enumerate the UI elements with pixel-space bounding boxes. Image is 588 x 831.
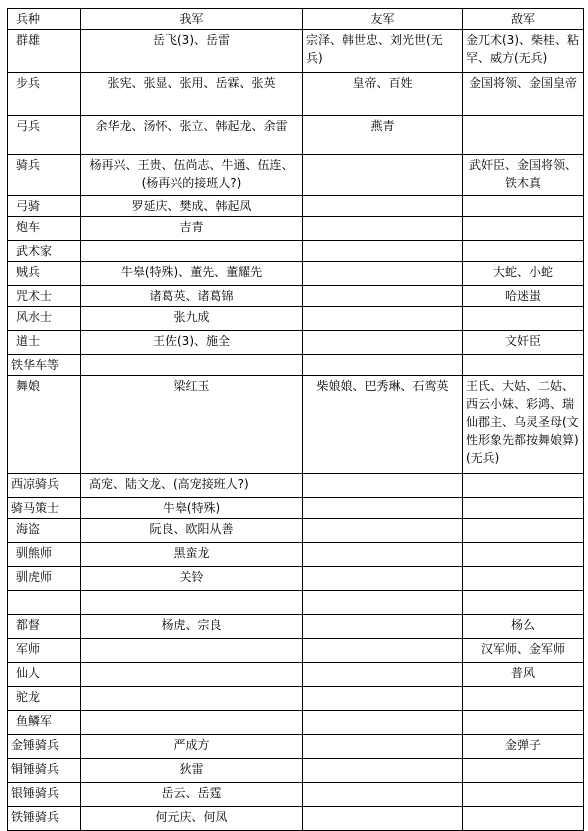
enemy-cell [463, 567, 584, 591]
unit-type-cell: 骑马策士 [8, 498, 81, 519]
enemy-cell [463, 196, 584, 217]
enemy-cell: 大蛇、小蛇 [463, 262, 584, 286]
friend-cell [303, 639, 463, 663]
friend-cell [303, 331, 463, 355]
mine-cell: 牛皋(特殊)、董先、董耀先 [81, 262, 303, 286]
mine-cell: 岳飞(3)、岳雷 [81, 30, 303, 73]
mine-cell: 狄雷 [81, 759, 303, 783]
friend-cell [303, 498, 463, 519]
enemy-cell [463, 355, 584, 376]
mine-cell: 阮良、欧阳从善 [81, 519, 303, 543]
mine-cell: 黑蛮龙 [81, 543, 303, 567]
unit-type-cell: 驯熊师 [8, 543, 81, 567]
enemy-cell: 武奸臣、金国将领、铁木真 [463, 155, 584, 196]
friend-cell: 皇帝、百姓 [303, 73, 463, 116]
table-row [8, 567, 584, 591]
mine-cell [81, 241, 303, 262]
unit-type-cell: 铁锤骑兵 [8, 807, 81, 831]
header-row [8, 9, 584, 30]
table-row [8, 331, 584, 355]
mine-cell: 关铃 [81, 567, 303, 591]
table-row [8, 307, 584, 331]
table-row [8, 286, 584, 307]
table-row [8, 474, 584, 498]
enemy-cell [463, 783, 584, 807]
unit-type-cell: 炮车 [8, 217, 81, 241]
unit-type-cell: 群雄 [8, 30, 81, 73]
enemy-cell [463, 307, 584, 331]
mine-cell [81, 355, 303, 376]
friend-cell [303, 759, 463, 783]
mine-cell [81, 591, 303, 615]
mine-cell [81, 663, 303, 687]
table-row [8, 759, 584, 783]
friend-cell [303, 262, 463, 286]
friend-cell [303, 567, 463, 591]
enemy-cell [463, 591, 584, 615]
unit-type-cell: 军师 [8, 639, 81, 663]
header-enemy: 敌军 [463, 9, 584, 30]
mine-cell: 牛皋(特殊) [81, 498, 303, 519]
friend-cell [303, 519, 463, 543]
mine-cell: 王佐(3)、施全 [81, 331, 303, 355]
friend-cell [303, 241, 463, 262]
enemy-cell [463, 711, 584, 735]
unit-type-cell: 弓骑 [8, 196, 81, 217]
unit-type-cell: 铜锤骑兵 [8, 759, 81, 783]
unit-type-cell: 步兵 [8, 73, 81, 116]
table-row [8, 217, 584, 241]
enemy-cell [463, 519, 584, 543]
enemy-cell: 普风 [463, 663, 584, 687]
table-row [8, 687, 584, 711]
friend-cell [303, 155, 463, 196]
friend-cell [303, 474, 463, 498]
mine-cell [81, 639, 303, 663]
table-row [8, 155, 584, 196]
mine-cell [81, 711, 303, 735]
unit-type-cell: 银锤骑兵 [8, 783, 81, 807]
unit-type-cell [8, 591, 81, 615]
enemy-cell: 金兀术(3)、柴桂、粘罕、威方(无兵) [463, 30, 584, 73]
friend-cell [303, 196, 463, 217]
mine-cell: 余华龙、汤怀、张立、韩起龙、余雷 [81, 116, 303, 155]
table-row [8, 498, 584, 519]
unit-type-cell: 铁华车等 [8, 355, 81, 376]
table-row [8, 519, 584, 543]
unit-type-cell: 金锤骑兵 [8, 735, 81, 759]
friend-cell [303, 711, 463, 735]
unit-type-cell: 咒术士 [8, 286, 81, 307]
enemy-cell [463, 807, 584, 831]
enemy-cell: 文奸臣 [463, 331, 584, 355]
mine-cell: 何元庆、何凤 [81, 807, 303, 831]
mine-cell: 张宪、张显、张用、岳霖、张英 [81, 73, 303, 116]
friend-cell [303, 735, 463, 759]
header-mine: 我军 [81, 9, 303, 30]
friend-cell [303, 307, 463, 331]
friend-cell: 宗泽、韩世忠、刘光世(无兵) [303, 30, 463, 73]
mine-cell: 严成方 [81, 735, 303, 759]
enemy-cell: 金弹子 [463, 735, 584, 759]
table-row [8, 241, 584, 262]
friend-cell [303, 591, 463, 615]
friend-cell: 燕青 [303, 116, 463, 155]
mine-cell [81, 687, 303, 711]
unit-type-cell: 风水士 [8, 307, 81, 331]
enemy-cell [463, 474, 584, 498]
unit-type-cell: 弓兵 [8, 116, 81, 155]
unit-type-cell: 西凉骑兵 [8, 474, 81, 498]
unit-type-cell: 驯虎师 [8, 567, 81, 591]
enemy-cell [463, 543, 584, 567]
table-row [8, 116, 584, 155]
table-row [8, 543, 584, 567]
mine-cell: 梁红玉 [81, 376, 303, 474]
unit-type-cell: 舞娘 [8, 376, 81, 474]
table-row [8, 73, 584, 116]
friend-cell [303, 355, 463, 376]
unit-type-cell: 贼兵 [8, 262, 81, 286]
unit-type-cell: 武术家 [8, 241, 81, 262]
friend-cell [303, 783, 463, 807]
enemy-cell [463, 217, 584, 241]
table-row [8, 591, 584, 615]
table-row [8, 355, 584, 376]
table-row [8, 783, 584, 807]
friend-cell [303, 687, 463, 711]
friend-cell [303, 217, 463, 241]
enemy-cell: 王氏、大姑、二姑、西云小妹、彩鸿、瑞仙郡主、乌灵圣母(文性形象先都按舞娘算)(无兵) [463, 376, 584, 474]
unit-type-cell: 驼龙 [8, 687, 81, 711]
friend-cell [303, 286, 463, 307]
mine-cell: 吉青 [81, 217, 303, 241]
mine-cell: 张九成 [81, 307, 303, 331]
header-type: 兵种 [8, 9, 81, 30]
enemy-cell: 哈迷蚩 [463, 286, 584, 307]
enemy-cell: 汉军师、金军师 [463, 639, 584, 663]
header-friend: 友军 [303, 9, 463, 30]
unit-type-cell: 道士 [8, 331, 81, 355]
enemy-cell: 金国将领、金国皇帝 [463, 73, 584, 116]
table-row [8, 262, 584, 286]
table-row [8, 615, 584, 639]
mine-cell: 罗延庆、樊成、韩起凤 [81, 196, 303, 217]
table-row [8, 30, 584, 73]
friend-cell [303, 615, 463, 639]
enemy-cell: 杨么 [463, 615, 584, 639]
mine-cell: 诸葛英、诸葛锦 [81, 286, 303, 307]
table-row [8, 639, 584, 663]
table-row [8, 807, 584, 831]
friend-cell [303, 807, 463, 831]
mine-cell: 杨虎、宗良 [81, 615, 303, 639]
mine-cell: 高宠、陆文龙、(高宠接班人?) [81, 474, 303, 498]
enemy-cell [463, 687, 584, 711]
enemy-cell [463, 241, 584, 262]
table-row [8, 711, 584, 735]
unit-type-cell: 仙人 [8, 663, 81, 687]
unit-roster-table [7, 8, 584, 831]
unit-type-cell: 都督 [8, 615, 81, 639]
table-row [8, 196, 584, 217]
unit-type-cell: 海盗 [8, 519, 81, 543]
table-row [8, 376, 584, 474]
mine-cell: 岳云、岳霆 [81, 783, 303, 807]
enemy-cell [463, 759, 584, 783]
mine-cell: 杨再兴、王贵、伍尚志、牛通、伍连、(杨再兴的接班人?) [81, 155, 303, 196]
unit-roster-sheet [7, 8, 583, 831]
unit-type-cell: 骑兵 [8, 155, 81, 196]
enemy-cell [463, 498, 584, 519]
table-row [8, 663, 584, 687]
friend-cell [303, 543, 463, 567]
unit-type-cell: 鱼鳞军 [8, 711, 81, 735]
friend-cell [303, 663, 463, 687]
enemy-cell [463, 116, 584, 155]
friend-cell: 柴娘娘、巴秀琳、石鸾英 [303, 376, 463, 474]
table-row [8, 735, 584, 759]
